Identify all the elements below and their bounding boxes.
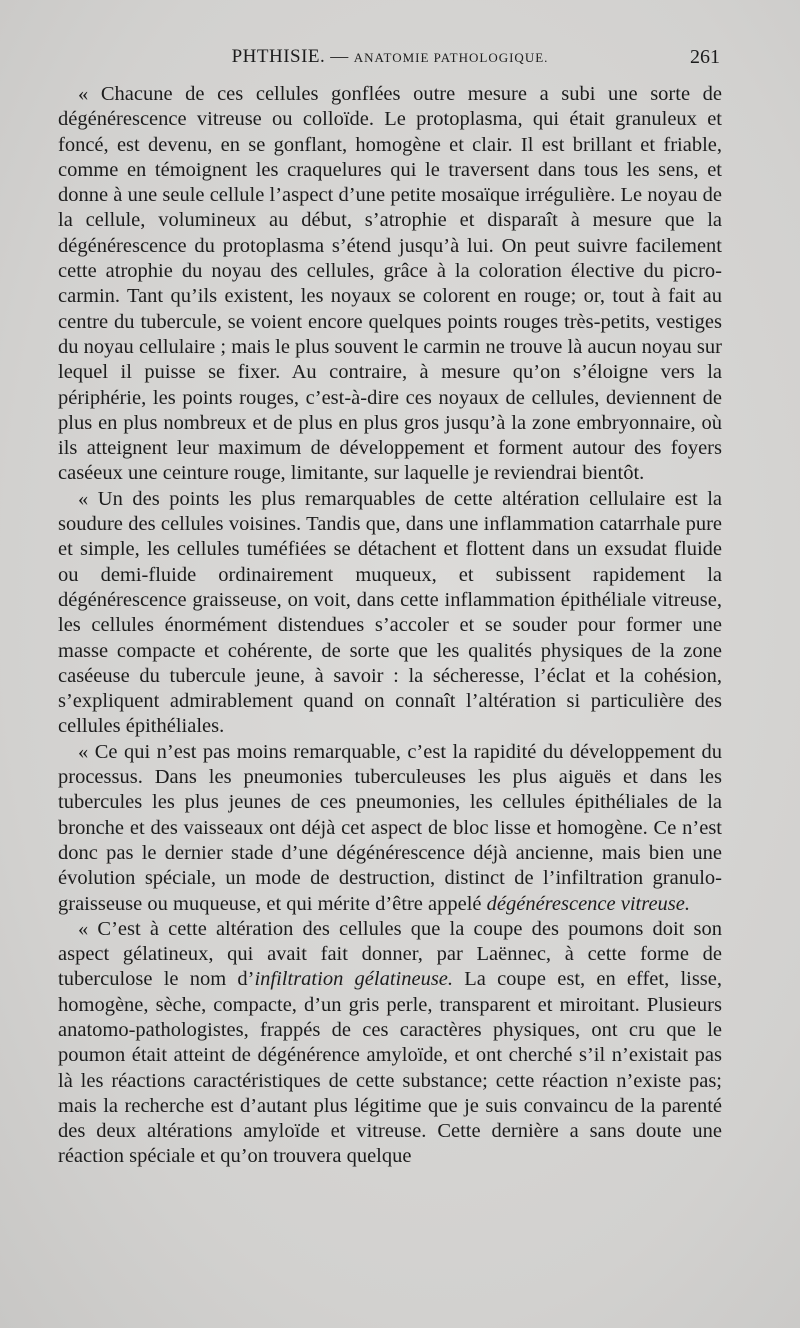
paragraph-3 — [58, 740, 722, 917]
paragraph-3-text: « Ce qui n’est pas moins remarquable, c’est la rapidité du développement du processus. Dans les pneumonies tuberculeuses les plus aiguës et dans les tubercules les plus jeunes de ces pneumonies, les cellules épithéliales de la bronche et des vaisseaux ont déjà cet aspect de bloc lisse et homogène. Ce n’est donc pas le dernier stade d’une dégénérescence déjà ancienne, mais bien une évolution spéciale, un mode de destruction, distinct de l’infiltration granulo-graisseuse ou muqueuse, et qui mérite d’être appelé — [58, 740, 722, 915]
paragraph-4-text-end: La coupe est, en effet, lisse, homogène, sèche, compacte, d’un gris perle, transparent et miroitant. Plusieurs anatomo-pathologistes, frappés de ces caractères physiques, ont cru que le poumon était atteint de dégénérence amyloïde, et ont cherché s’il n’existait pas là les réactions caractéristiques de cette substance; cette réaction n’existe pas; mais la recherche est d’autant plus légitime que je suis convaincu de la parenté des deux altérations amyloïde et vitreuse. Cette dernière a sans doute une réaction spéciale et qu’on trouvera quelque — [58, 968, 723, 1168]
paragraph-1 — [58, 82, 722, 487]
paragraph-2 — [58, 487, 722, 740]
body-text — [58, 82, 722, 1170]
page-header — [58, 46, 722, 74]
paragraph-2-text: « Un des points les plus remarquables de cette altération cellulaire est la soudure des cellules voisines. Tandis que, dans une inflammation catarrhale pure et simple, les cellules tuméfiées se détachent et flottent dans un exsudat fluide ou demi-fluide ordinairement muqueux, et subissent rapidement la dégénérescence graisseuse, on voit, dans cette inflammation épithéliale vitreuse, les cellules énormément distendues s’accoler et se souder pour former une masse compacte et cohérente, de sorte que les qualités physiques de la zone caséeuse du tubercule jeune, à savoir : la sécheresse, l’éclat et la cohésion, s’expliquent admirablement quand on connaît l’altération si particulière des cellules épithéliales. — [58, 487, 722, 738]
paragraph-4-emphasis: infiltration gélatineuse. — [254, 968, 454, 991]
paragraph-1-text: « Chacune de ces cellules gonflées outre mesure a subi une sorte de dégénérescence vitreuse ou colloïde. Le protoplasma, qui était granuleux et foncé, est devenu, en se gonflant, homogène et clair. Il est brillant et friable, comme en témoignent les craquelures qui le traversent dans tous les sens, et donne à une seule cellule l’aspect d’une petite mosaïque irrégulière. Le noyau de la cellule, volumineux au début, s’atrophie et disparaît à mesure que la dégénérescence du protoplasma s’étend jusqu’à lui. On peut suivre facilement cette atrophie du noyau des cellules, grâce à la coloration élective du picro-carmin. Tant qu’ils existent, les noyaux se colorent en rouge; or, tout à fait au centre du tubercule, se voient encore quelques points rouges très-petits, vestiges du noyau cellulaire ; mais le plus souvent le carmin ne trouve là aucun noyau sur lequel il puisse se fixer. Au contraire, à mesure qu’on s’éloigne vers la périphérie, les points rouges, c’est-à-dire ces noyaux de cellules, deviennent de plus en plus nombreux et de plus en plus gros jusqu’à la zone embryonnaire, où ils atteignent leur maximum de développement et forment autour des foyers caséeux une ceinture rouge, limitante, sur laquelle je reviendrai bientôt. — [58, 83, 722, 485]
page-number: 261 — [690, 46, 720, 68]
paragraph-3-emphasis: dégénérescence vitreuse. — [486, 892, 691, 915]
running-title-sub: ANATOMIE PATHOLOGIQUE. — [353, 50, 549, 65]
running-title — [58, 46, 722, 68]
running-title-main: PHTHISIE. — [231, 46, 326, 67]
running-title-dash: — — [330, 46, 349, 66]
paragraph-4 — [58, 917, 722, 1170]
paragraph-4-text: « C’est à cette altération des cellules que la coupe des poumons doit son aspect gélatineux, qui avait fait donner, par Laënnec, à cette forme de tuberculose le nom d’ — [58, 917, 722, 991]
